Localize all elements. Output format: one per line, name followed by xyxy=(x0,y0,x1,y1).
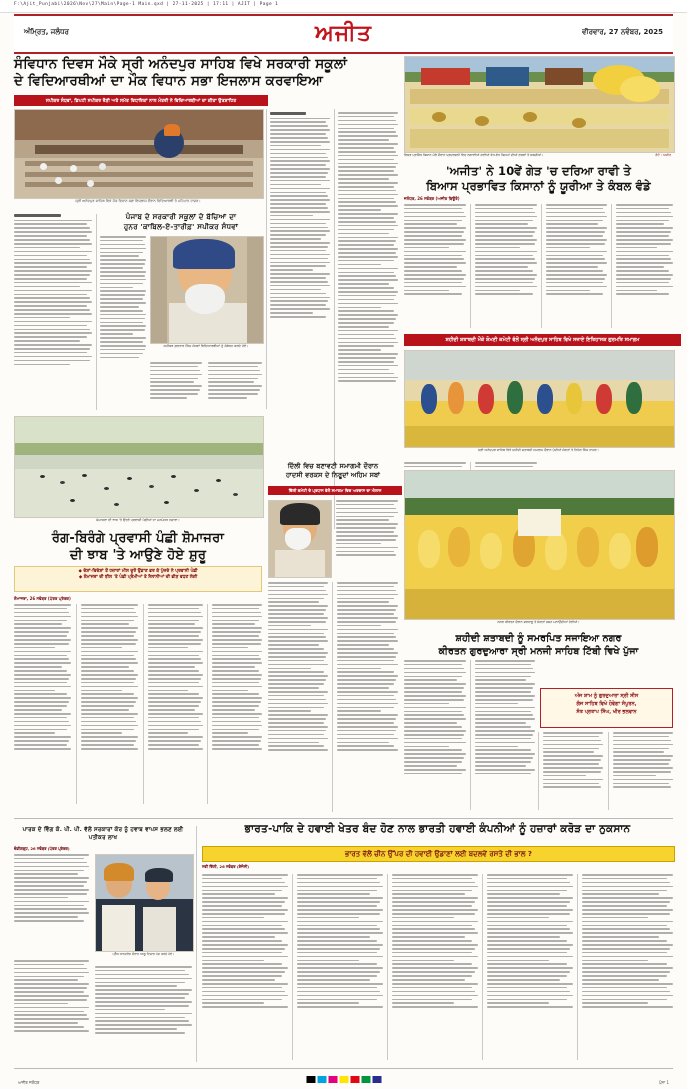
centenary-caption: ਸ੍ਰੀ ਅਨੰਦਪੁਰ ਸਾਹਿਬ ਵਿਖੇ ਸ਼ਹੀਦੀ ਸ਼ਤਾਬਦੀ ਸਮਾਗਮ ਦੌਰਾਨ ਪੁੱਜੀਆਂ ਸੰਗਤਾਂ ਤੇ ਨਿਹੰਗ ਸਿੰਘ ਹਾਜ਼ਰ। xyxy=(478,448,599,452)
aviation-col-3 xyxy=(392,874,478,1060)
ajit-relief-col-3 xyxy=(546,204,607,328)
bjp-byline: ਚੰਡੀਗੜ੍ਹ, 26 ਨਵੰਬਰ (ਪੱਤਰ ਪ੍ਰੇਰਕ) xyxy=(14,846,70,851)
sub-story-photo xyxy=(150,236,264,344)
kirtan-headline-line1: ਸ਼ਹੀਦੀ ਸ਼ਤਾਬਦੀ ਨੂੰ ਸਮਰਪਿਤ ਸਜਾਇਆ ਨਗਰ xyxy=(455,633,622,644)
lead-subhead-band: ਸਪੀਕਰ ਸੰਧਵਾਂ, ਡਿਪਟੀ ਸਪੀਕਰ ਰੌੜੀ ਅਤੇ ਸਮੇਤ ਵਿਧਾਇਕਾਂ ਨਾਲ ਮੰਤਰੀ ਨੇ ਵਿਦਿਆਰਥੀਆਂ ਦਾ ਕੀਤਾ ਉਤਸ਼ਾਹਿਤ xyxy=(14,95,268,106)
print-code: F:\Ajit_Punjabi\2026\Nov\27\Main\Page-1 Main.qxd | 27-11-2025 | 17:11 | AJIT | Page 1 xyxy=(14,2,279,7)
delhi-text-col-1 xyxy=(268,582,328,812)
bjp-headline xyxy=(14,826,192,842)
bjp-photo-caption: ਪ੍ਰੈੱਸ ਕਾਨਫ਼ਰੰਸ ਦੌਰਾਨ ਆਗੂ ਵਿਚਾਰ ਪੇਸ਼ ਕਰਦੇ ਹੋਏ। xyxy=(112,952,175,956)
aviation-col-4 xyxy=(487,874,573,1060)
ajit-relief-col-2 xyxy=(475,204,537,328)
kirtan-highlight-box xyxy=(540,688,673,728)
bjp-col-2 xyxy=(14,960,89,1060)
sub-story-photo-caption: ਸਪੀਕਰ ਕੁਲਤਾਰ ਸਿੰਘ ਸੰਧਵਾਂ ਵਿਦਿਆਰਥੀਆਂ ਨੂੰ ਸੰਬੋਧਨ ਕਰਦੇ ਹੋਏ। xyxy=(163,344,249,348)
centenary-photo xyxy=(404,350,675,448)
lead-headline-line1: ਸੰਵਿਧਾਨ ਦਿਵਸ ਮੌਕੇ ਸ੍ਰੀ ਅਨੰਦਪੁਰ ਸਾਹਿਬ ਵਿਖੇ ਸਰਕਾਰੀ ਸਕੂਲਾਂ xyxy=(14,56,347,72)
birds-headline-line1: ਰੰਗ-ਬਿਰੰਗੇ ਪ੍ਰਵਾਸੀ ਪੰਛੀ ਸ਼ੋਮਾਜਰਾ xyxy=(51,531,225,546)
birds-text-col-3 xyxy=(148,604,203,804)
birds-bullet-2: ◆ ਸ਼ੋਮਾਜਰਾ ਦੀ ਝੀਲ 'ਤੇ ਪੰਛੀ ਪ੍ਰੇਮੀਆਂ ਤੇ ਸੈਲਾਨੀਆਂ ਦੀ ਭੀੜ ਵਧਣ ਲੱਗੀ xyxy=(78,575,198,581)
birds-headline xyxy=(14,530,262,564)
color-registration-bars xyxy=(306,1076,381,1083)
delhi-ribbon: ਦਿੱਲੀ ਕਮੇਟੀ ਦੇ ਪ੍ਰਧਾਨ ਵੱਲੋਂ ਸਮਾਗਮ ਵਿਚ ਅਰਦਾਸ ਦਾ ਐਲਾਨ xyxy=(268,486,402,495)
aviation-col-2 xyxy=(297,874,383,1060)
kirtan-box-line-1: ਅੱਜ ਸ਼ਾਮ ਨੂੰ ਗੁਰਦੁਆਰਾ ਸ੍ਰੀ ਸੀਸ xyxy=(574,693,639,699)
kirtan-caption: ਨਗਰ ਕੀਰਤਨ ਦੌਰਾਨ ਸ਼ਰਧਾਲੂ ਤੇ ਸੰਗਤਾਂ ਜਸ਼ਨ ਮਨਾਉਂਦੀਆਂ ਹੋਈਆਂ। xyxy=(497,620,580,624)
footer-right: ਪੰਨਾ 1 xyxy=(658,1080,669,1085)
farm-fair-caption: ਵਿਸ਼ਵ ਪ੍ਰਸਿੱਧ ਕਿਸਾਨ ਮੇਲੇ ਦੌਰਾਨ ਪ੍ਰਦਰਸ਼ਨੀ ਵਿਚ ਲਗਾਈਆਂ ਗਈਆਂ ਵੱਖ-ਵੱਖ ਕਿਸਮਾਂ ਦੀਆਂ ਫ਼ਸਲਾਂ ਤੇ ਸਬਜ਼ੀਆਂ। xyxy=(404,153,544,157)
sub-story-text-col-1 xyxy=(100,236,146,410)
sub-story-headline-line1: ਪੰਜਾਬ ਦੇ ਸਰਕਾਰੀ ਸਕੂਲਾਂ ਦੇ ਬੱਚਿਆਂ ਦਾ xyxy=(125,212,237,221)
birds-bullets xyxy=(14,566,262,592)
farm-fair-photo xyxy=(404,56,675,153)
delhi-text-col-2 xyxy=(337,582,398,812)
kirtan-box-line-2: ਗੰਜ ਸਾਹਿਬ ਵਿਖੇ ਹੋਵੇਗਾ ਸੰਪੂਰਨ, xyxy=(576,701,637,707)
ajit-relief-headline xyxy=(404,164,673,194)
aviation-headline-text: ਭਾਰਤ-ਪਾਕਿ ਦੇ ਹਵਾਈ ਖੇਤਰ ਬੰਦ ਹੋਣ ਨਾਲ ਭਾਰਤੀ ਹਵਾਈ ਕੰਪਨੀਆਂ ਨੂੰ ਹਜ਼ਾਰਾਂ ਕਰੋੜ ਦਾ ਨੁਕਸਾਨ xyxy=(244,823,631,835)
sub-story-headline-line2: ਹੁਨਰ 'ਕਾਬਿਲ-ਏ-ਤਾਰੀਫ਼' ਸਪੀਕਰ ਸੰਧਵਾਂ xyxy=(123,222,239,231)
sub-story-headline xyxy=(100,212,262,232)
ajit-relief-headline-line1: 'ਅਜੀਤ' ਨੇ 10ਵੇਂ ਗੇੜ 'ਚ ਦਰਿਆ ਰਾਵੀ ਤੇ xyxy=(445,164,632,178)
print-registration-bar xyxy=(0,0,687,13)
masthead-date: ਵੀਰਵਾਰ, 27 ਨਵੰਬਰ, 2025 xyxy=(582,28,663,36)
ajit-relief-col-4 xyxy=(616,204,673,328)
birds-byline: ਸ਼ੋਮਾਜਰਾ, 26 ਨਵੰਬਰ (ਪੱਤਰ ਪ੍ਰੇਰਕ) xyxy=(14,596,71,601)
lead-text-col-center xyxy=(270,112,330,412)
kirtan-headline-line2: ਕੀਰਤਨ ਗੁਰਦੁਆਰਾ ਸ੍ਰੀ ਮਨਜੀ ਸਾਹਿਬ ਟਿੱਬੀ ਵਿਖੇ ਪੁੱਜਾ xyxy=(438,646,639,657)
bjp-photo xyxy=(95,854,194,952)
masthead-logo: ਅਜੀਤ xyxy=(315,21,372,46)
birds-bullet-1: ◆ ਦੇਸ਼ਾਂ-ਵਿਦੇਸ਼ਾਂ ਤੋਂ ਹਜ਼ਾਰਾਂ ਮੀਲ ਦੂਰੋਂ ਉਡਾਣ ਭਰ ਕੇ ਪੁੱਜਦੇ ਨੇ ਪ੍ਰਵਾਸੀ ਪੰਛੀ xyxy=(78,569,198,574)
kirtan-col-1 xyxy=(404,660,466,810)
lead-photo-caption: ਸ੍ਰੀ ਅਨੰਦਪੁਰ ਸਾਹਿਬ ਵਿਖੇ ਮੌਕ ਵਿਧਾਨ ਸਭਾ ਇਜਲਾਸ ਦੌਰਾਨ ਵਿਦਿਆਰਥੀ ਤੇ ਮਹਿਮਾਨ ਹਾਜ਼ਰ। xyxy=(75,199,201,203)
lead-text-col-1 xyxy=(14,214,92,410)
kirtan-box-line-3: ਸੰਤ ਪ੍ਰਤਾਪ ਸਿੰਘ, ਖੀਰ ਭਲਵਾਨ xyxy=(576,709,637,715)
lead-photo xyxy=(14,109,264,199)
delhi-text-col-a xyxy=(336,500,398,576)
delhi-photo xyxy=(268,500,332,578)
kirtan-col-4 xyxy=(613,732,673,810)
kirtan-headline xyxy=(404,632,673,658)
bjp-col-1 xyxy=(14,854,89,950)
delhi-headline xyxy=(268,462,398,480)
masthead-edition: ਅੰਮ੍ਰਿਤ, ਜਲੰਧਰ xyxy=(24,28,69,36)
aviation-byline: ਨਵੀਂ ਦਿੱਲੀ, 26 ਨਵੰਬਰ (ਏਜੰਸੀ) xyxy=(202,864,249,869)
delhi-headline-line1: ਦਿੱਲੀ ਵਿਚ ਬਣਾਵਟੀ ਸਮਾਗਮੀ ਦੌਰਾਨ xyxy=(287,462,379,470)
birds-text-col-2 xyxy=(81,604,138,804)
ajit-relief-byline: ਜਲੰਧਰ, 26 ਨਵੰਬਰ (ਅਜੀਤ ਬਿਊਰੋ) xyxy=(404,196,460,201)
bjp-col-3 xyxy=(95,966,192,1060)
aviation-col-5 xyxy=(582,874,673,1060)
ajit-relief-col-1 xyxy=(404,204,466,328)
lead-headline-block xyxy=(14,56,414,90)
aviation-headline xyxy=(202,822,673,836)
masthead xyxy=(14,14,673,54)
sub-story-text-col-2 xyxy=(150,362,202,410)
birds-headline-line2: ਦੀ ਝਾਬ 'ਤੇ ਆਉਣੇ ਹੋਏ ਸ਼ੁਰੂ xyxy=(69,548,207,563)
kirtan-col-2 xyxy=(475,660,535,810)
footer-left: ਅਜੀਤ ਜਲੰਧਰ xyxy=(18,1080,40,1085)
birds-photo xyxy=(14,416,264,518)
aviation-yellow-band: ਭਾਰਤ ਵੱਲੋਂ ਚੀਨ ਉੱਪਰ ਦੀ ਹਵਾਈ ਉਡਾਣਾਂ ਲਈ ਬਦਲਵੇਂ ਰਸਤੇ ਦੀ ਭਾਲ ? xyxy=(202,846,675,862)
aviation-col-1 xyxy=(202,874,288,1060)
ajit-relief-headline-line2: ਬਿਆਸ ਪ੍ਰਭਾਵਿਤ ਕਿਸਾਨਾਂ ਨੂੰ ਯੂਰੀਆ ਤੇ ਕੰਬਲ ਵੰਡੇ xyxy=(426,179,651,193)
kirtan-col-3 xyxy=(543,732,603,810)
sub-story-text-col-3 xyxy=(208,362,262,410)
centenary-band: ਸ਼ਹੀਦੀ ਸ਼ਤਾਬਦੀ ਮੌਕੇ ਸ਼ੋਮਣੀ ਕਮੇਟੀ ਵੱਲੋਂ ਸ੍ਰੀ ਅਨੰਦਪੁਰ ਸਾਹਿਬ ਵਿਖੇ ਸਜਾਏ ਇਤਿਹਾਸਕ ਗੁਰਮਤਿ ਸਮਾਗਮ xyxy=(404,334,681,346)
farm-fair-credit: ਫ਼ੋਟੋ : ਅਜੀਤ xyxy=(655,153,671,157)
birds-text-col-1 xyxy=(14,604,71,804)
kirtan-photo xyxy=(404,470,675,620)
lead-headline-line2: ਦੇ ਵਿਦਿਆਰਥੀਆਂ ਦਾ ਮੌਕ ਵਿਧਾਨ ਸਭਾ ਇਜਲਾਸ ਕਰਵਾਇਆ xyxy=(14,73,323,89)
birds-photo-caption: ਸ਼ੋਮਾਜਰਾ ਦੀ ਝਾਬ 'ਤੇ ਉਤਰੇ ਪ੍ਰਵਾਸੀ ਪੰਛੀਆਂ ਦਾ ਮਨਮੋਹਕ ਨਜ਼ਾਰਾ। xyxy=(96,518,180,522)
delhi-headline-line2: ਹਾਦਸੀ ਵਰਕਸ ਦੇ ਨਿਰੂਦਾਂ ਅਹਿਮ ਸਬਾਂ xyxy=(285,471,381,479)
birds-text-col-4 xyxy=(212,604,262,804)
bjp-headline-text: ਪਾਰਕ ਦੇ ਵਿੰਗ ਕੋ. ਪੀ. ਪੀ. ਵੱਲੋਂ ਸਰਕਾਰਾਂ ਕੋਰ ਨੂੰ ਹਵਾਬ ਵਾਪਸ ਭਲਣ ਲਈ ਪਤੀਕਰ ਲਾਖ xyxy=(22,827,184,841)
